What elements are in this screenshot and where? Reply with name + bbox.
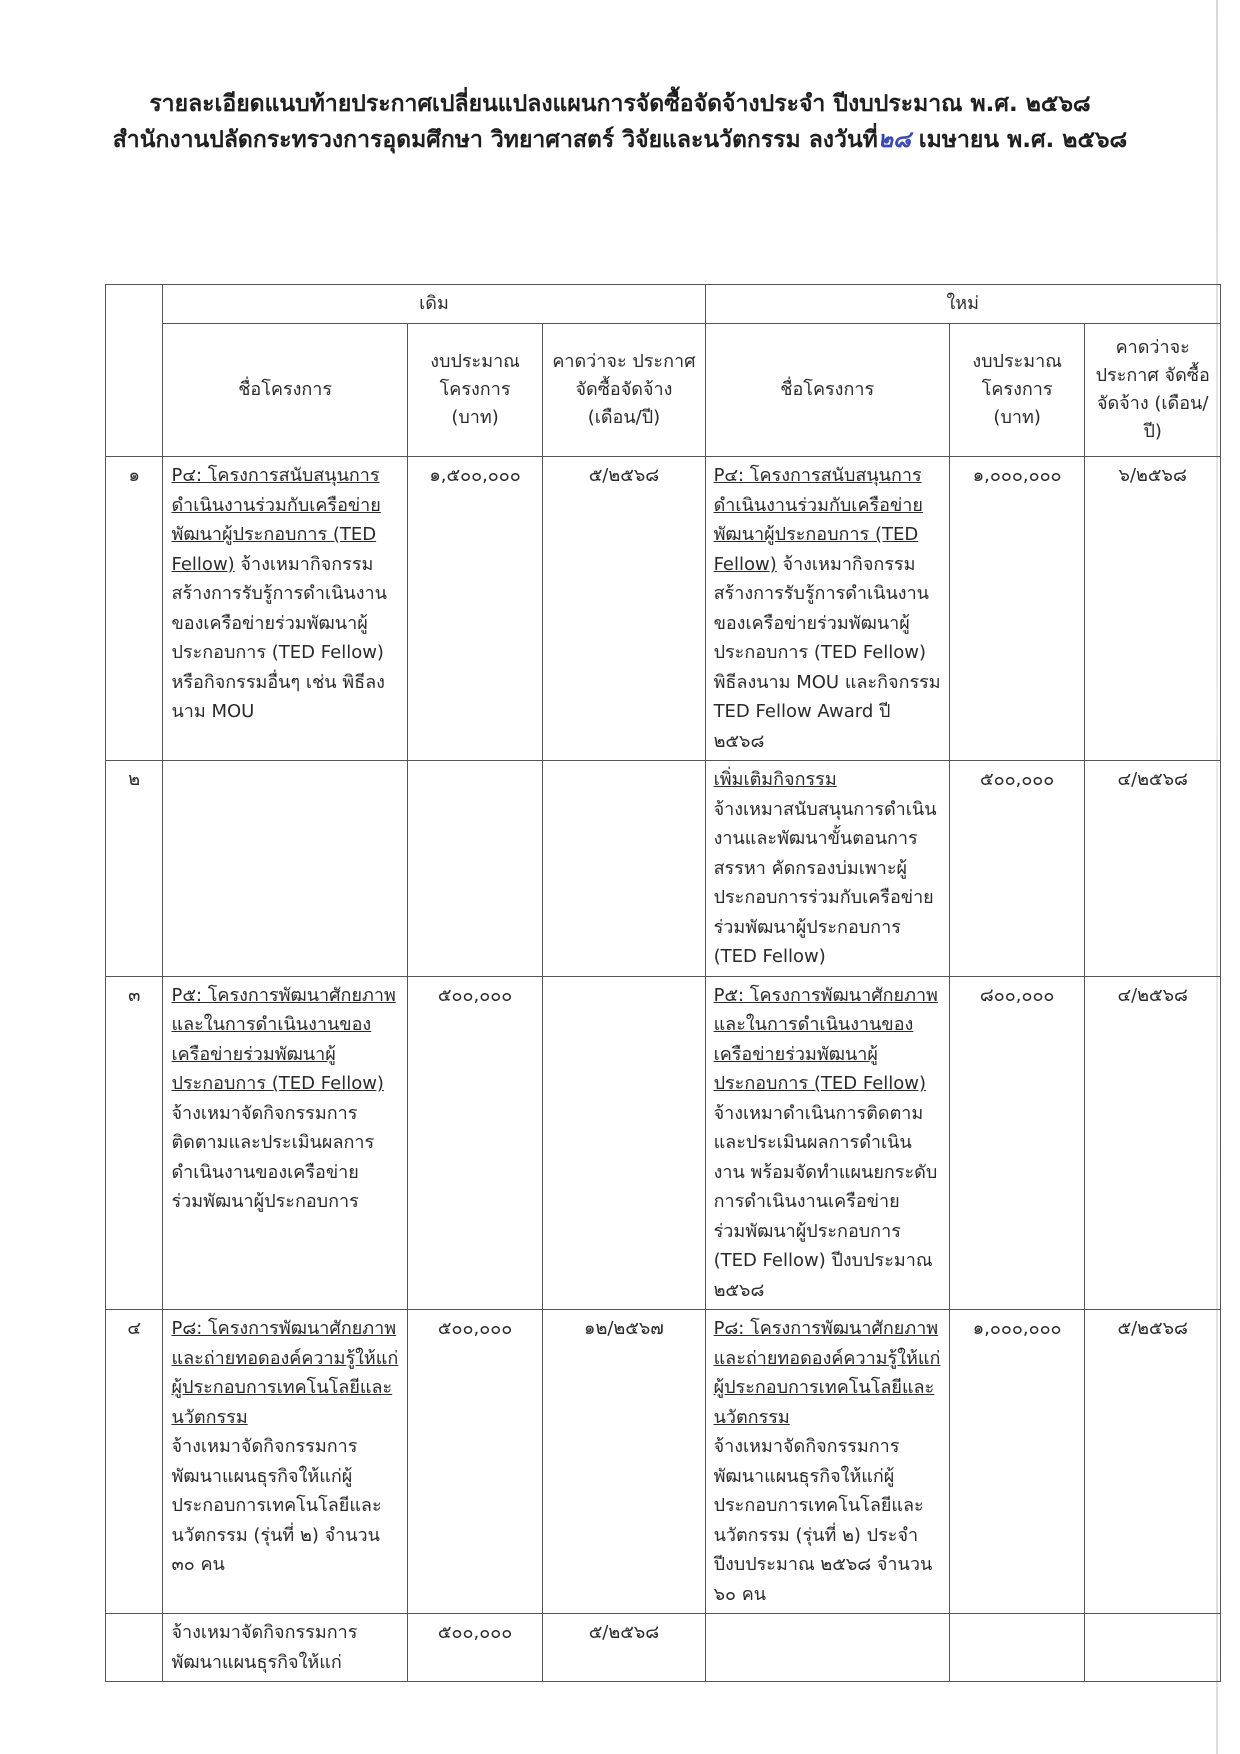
subtitle-suffix: เมษายน พ.ศ. ๒๕๖๘	[910, 127, 1128, 153]
old-project-title: P๘: โครงการพัฒนาศักยภาพและถ่ายทอดองค์ความรู้ให้แก่ผู้ประกอบการเทคโนโลยีและนวัตกรรม	[171, 1318, 399, 1428]
table-row	[106, 1310, 1221, 1614]
table-row	[106, 976, 1221, 1310]
new-project-desc: จ้างเหมาดำเนินการติดตามและประเมินผลการดำเนินงาน พร้อมจัดทำแผนยกระดับการดำเนินงานเครือข่ายร่วมพัฒนาผู้ประกอบการ (TED Fellow) ปีงบประมาณ ๒๕๖๘	[713, 1102, 938, 1301]
document-title: รายละเอียดแนบท้ายประกาศเปลี่ยนแปลงแผนการจัดซื้อจัดจ้างประจำ ปีงบประมาณ พ.ศ. ๒๕๖๘	[149, 91, 1091, 117]
group-header-new: ใหม่	[705, 285, 1220, 324]
row-number: ๒	[106, 761, 163, 977]
document-subtitle	[0, 122, 1240, 158]
old-expected-date	[543, 761, 705, 977]
new-project-title: เพิ่มเติมกิจกรรม	[713, 769, 837, 790]
handwritten-day: ๒๘	[877, 127, 911, 153]
new-project-cell	[705, 976, 949, 1310]
header-new-budget: งบประมาณ โครงการ (บาท)	[949, 324, 1085, 457]
new-project-cell	[705, 1614, 949, 1682]
new-expected-date: ๔/๒๕๖๘	[1085, 976, 1221, 1310]
header-old-expected-date: คาดว่าจะ ประกาศ จัดซื้อจัดจ้าง (เดือน/ปี)	[543, 324, 705, 457]
old-expected-date: ๕/๒๕๖๘	[543, 1614, 705, 1682]
table-row	[106, 761, 1221, 977]
old-project-cell	[163, 457, 407, 761]
old-project-cell	[163, 1310, 407, 1614]
old-expected-date: ๕/๒๕๖๘	[543, 457, 705, 761]
new-project-cell	[705, 1310, 949, 1614]
old-budget: ๕๐๐,๐๐๐	[407, 976, 543, 1310]
new-project-title: P๔: โครงการสนับสนุนการดำเนินงานร่วมกับเครือข่ายพัฒนาผู้ประกอบการ (TED Fellow)	[713, 465, 923, 575]
row-number: ๑	[106, 457, 163, 761]
old-budget: ๕๐๐,๐๐๐	[407, 1614, 543, 1682]
new-expected-date: ๕/๒๕๖๘	[1085, 1310, 1221, 1614]
old-project-title: P๕: โครงการพัฒนาศักยภาพและในการดำเนินงานของเครือข่ายร่วมพัฒนาผู้ประกอบการ (TED Fellow)	[171, 984, 396, 1094]
procurement-plan-table	[105, 284, 1221, 1682]
new-project-cell	[705, 457, 949, 761]
old-project-cell	[163, 976, 407, 1310]
old-budget: ๑,๕๐๐,๐๐๐	[407, 457, 543, 761]
old-expected-date: ๑๒/๒๕๖๗	[543, 1310, 705, 1614]
row-number: ๓	[106, 976, 163, 1310]
old-project-desc: จ้างเหมาจัดกิจกรรมการติดตามและประเมินผลการดำเนินงานของเครือข่ายร่วมพัฒนาผู้ประกอบการ	[171, 1102, 375, 1212]
header-old-budget: งบประมาณ โครงการ (บาท)	[407, 324, 543, 457]
old-project-cell	[163, 761, 407, 977]
old-project-desc: จ้างเหมาจัดกิจกรรมการพัฒนาแผนธุรกิจให้แก่ผู้ประกอบการเทคโนโลยีและนวัตกรรม (รุ่นที่ ๒) จำนวน ๓๐ คน	[171, 1436, 382, 1575]
new-project-desc: จ้างเหมาสนับสนุนการดำเนินงานและพัฒนาขั้นตอนการสรรหา คัดกรองบ่มเพาะผู้ประกอบการร่วมกับเครือข่ายร่วมพัฒนาผู้ประกอบการ (TED Fellow)	[713, 798, 937, 967]
new-project-desc: จ้างเหมากิจกรรมสร้างการรับรู้การดำเนินงานของเครือข่ายร่วมพัฒนาผู้ประกอบการ (TED Fellow) พิธีลงนาม MOU และกิจกรรม TED Fellow Award ปี ๒๕๖๘	[713, 553, 941, 752]
header-new-project-name: ชื่อโครงการ	[705, 324, 949, 457]
new-budget: ๕๐๐,๐๐๐	[949, 761, 1085, 977]
new-budget: ๑,๐๐๐,๐๐๐	[949, 457, 1085, 761]
table-row	[106, 1614, 1221, 1682]
table-row	[106, 457, 1221, 761]
new-expected-date: ๖/๒๕๖๘	[1085, 457, 1221, 761]
new-budget: ๘๐๐,๐๐๐	[949, 976, 1085, 1310]
subtitle-prefix: สำนักงานปลัดกระทรวงการอุดมศึกษา วิทยาศาสตร์ วิจัยและนวัตกรรม ลงวันที่	[112, 127, 878, 153]
new-project-title: P๕: โครงการพัฒนาศักยภาพและในการดำเนินงานของเครือข่ายร่วมพัฒนาผู้ประกอบการ (TED Fellow)	[713, 984, 938, 1094]
old-project-desc: จ้างเหมาจัดกิจกรรมการพัฒนาแผนธุรกิจให้แก่	[171, 1622, 358, 1673]
old-budget	[407, 761, 543, 977]
row-number: ๔	[106, 1310, 163, 1614]
old-project-title: P๔: โครงการสนับสนุนการดำเนินงานร่วมกับเครือข่ายพัฒนาผู้ประกอบการ (TED Fellow)	[171, 465, 381, 575]
old-expected-date	[543, 976, 705, 1310]
row-number	[106, 1614, 163, 1682]
old-budget: ๕๐๐,๐๐๐	[407, 1310, 543, 1614]
header-no	[106, 285, 163, 457]
new-expected-date: ๔/๒๕๖๘	[1085, 761, 1221, 977]
group-header-old: เดิม	[163, 285, 705, 324]
header-new-expected-date: คาดว่าจะ ประกาศ จัดซื้อจัดจ้าง (เดือน/ปี)	[1085, 324, 1221, 457]
new-project-desc: จ้างเหมาจัดกิจกรรมการพัฒนาแผนธุรกิจให้แก่ผู้ประกอบการเทคโนโลยีและนวัตกรรม (รุ่นที่ ๒) ประจำปีงบประมาณ ๒๕๖๘ จำนวน ๖๐ คน	[713, 1436, 933, 1605]
new-project-title: P๘: โครงการพัฒนาศักยภาพและถ่ายทอดองค์ความรู้ให้แก่ผู้ประกอบการเทคโนโลยีและนวัตกรรม	[713, 1318, 941, 1428]
new-budget	[949, 1614, 1085, 1682]
old-project-desc: จ้างเหมากิจกรรมสร้างการรับรู้การดำเนินงานของเครือข่ายร่วมพัฒนาผู้ประกอบการ (TED Fellow) หรือกิจกรรมอื่นๆ เช่น พิธีลงนาม MOU	[171, 553, 387, 722]
new-budget: ๑,๐๐๐,๐๐๐	[949, 1310, 1085, 1614]
new-expected-date	[1085, 1614, 1221, 1682]
new-project-cell	[705, 761, 949, 977]
header-old-project-name: ชื่อโครงการ	[163, 324, 407, 457]
old-project-cell	[163, 1614, 407, 1682]
